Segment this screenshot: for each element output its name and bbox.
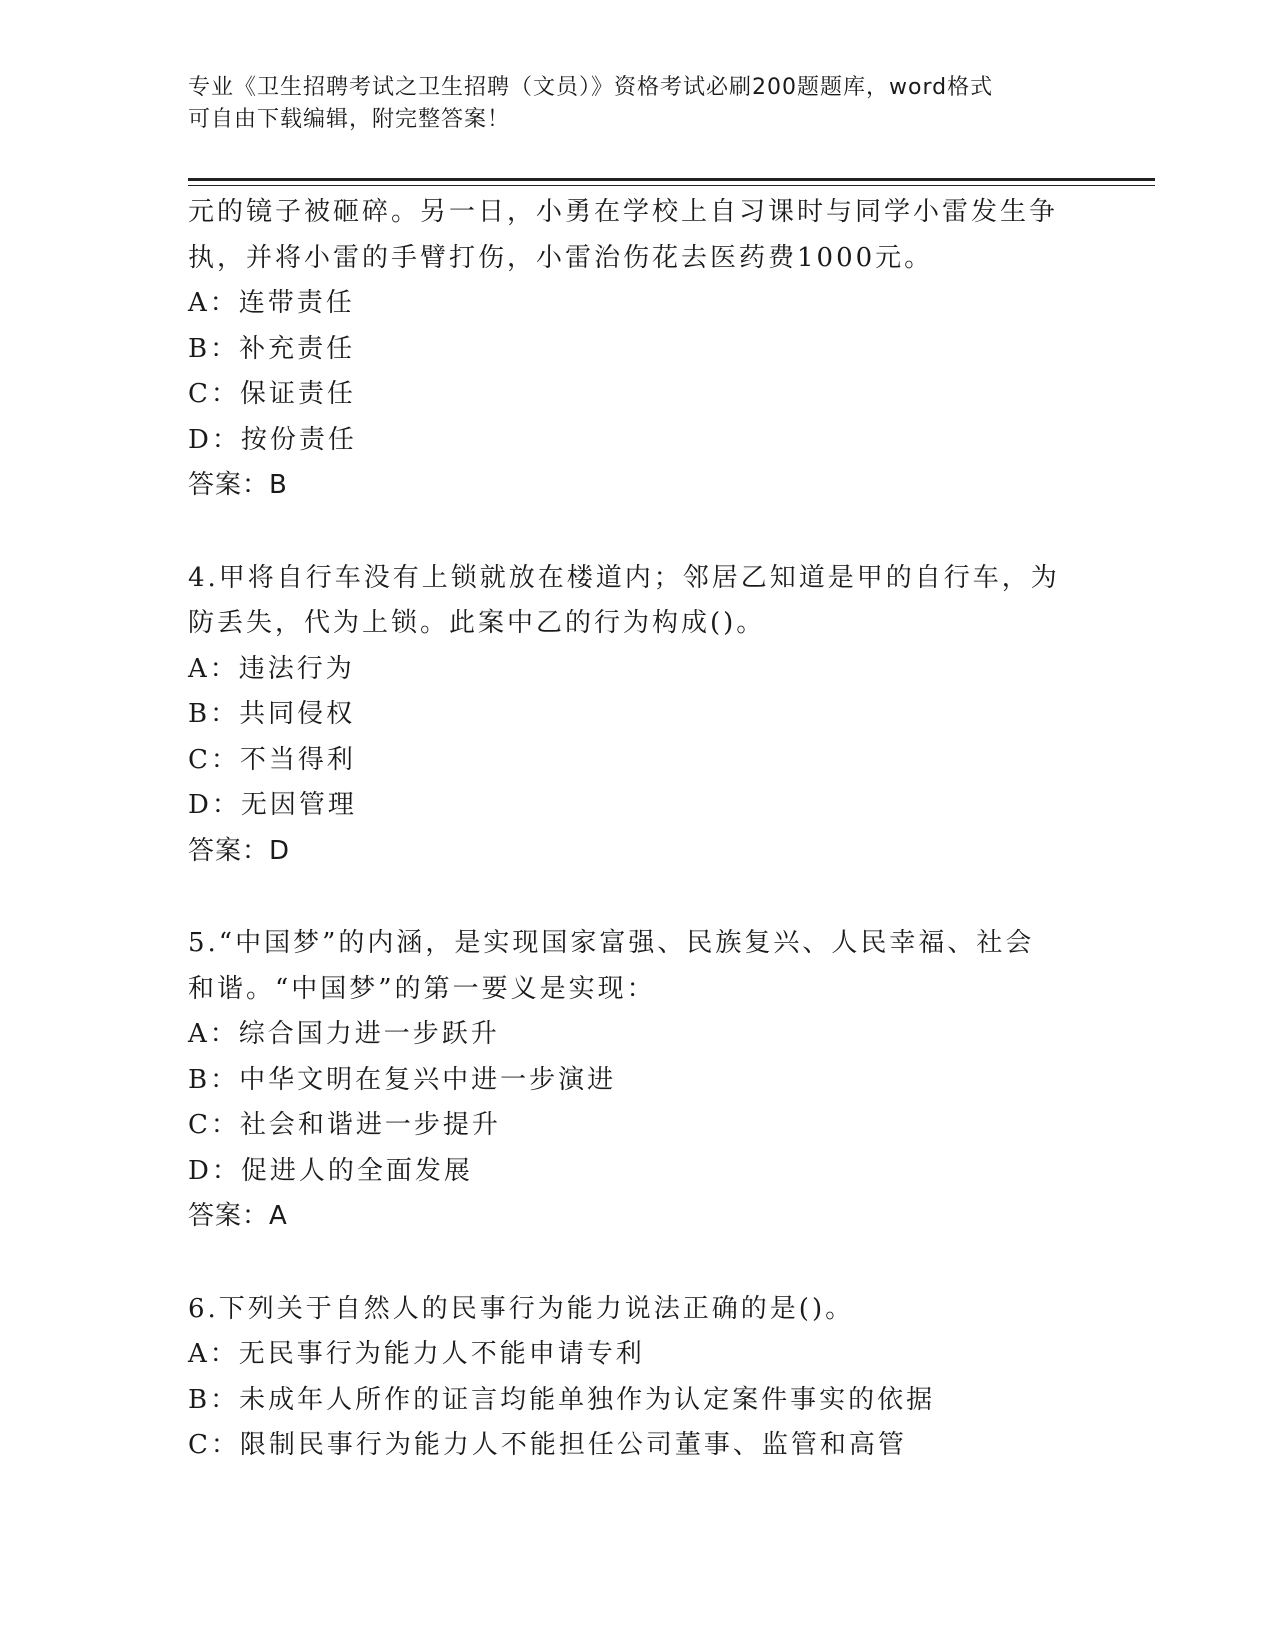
header-title-line-2: 可自由下载编辑，附完整答案！ [188,107,511,132]
question-6 [188,1287,1088,1469]
option-b: B：未成年人所作的证言均能单独作为认定案件事实的依据 [188,1384,936,1415]
option-d: D：促进人的全面发展 [188,1155,473,1186]
question-text-line: 6.下列关于自然人的民事行为能力说法正确的是()。 [188,1293,855,1324]
question-3 [188,190,1088,509]
question-text-line: 执，并将小雷的手臂打伤，小雷治伤花去医药费1000元。 [188,242,934,273]
option-a: A：无民事行为能力人不能申请专利 [188,1339,645,1369]
option-b: B：补充责任 [188,333,356,364]
header-title-line-1: 专业《卫生招聘考试之卫生招聘（文员）》资格考试必刷200题题库，word格式 [188,75,994,100]
option-c: C：限制民事行为能力人不能担任公司董事、监管和高管 [188,1430,907,1460]
answer-label: 答案：D [188,835,291,866]
question-4 [188,556,1088,875]
question-spacer [188,1240,1088,1287]
answer-label: 答案：B [188,470,288,500]
option-a: A：综合国力进一步跃升 [188,1019,500,1049]
option-c: C：不当得利 [188,744,356,775]
question-text-line: 4.甲将自行车没有上锁就放在楼道内；邻居乙知道是甲的自行车，为 [188,562,1060,593]
option-a: A：违法行为 [188,653,355,684]
header-divider-thick [188,178,1155,181]
header-divider-thin [188,185,1155,186]
question-text-line: 防丢失，代为上锁。此案中乙的行为构成()。 [188,608,766,638]
question-list [188,190,1088,1469]
question-5 [188,921,1088,1240]
question-text-line: 元的镜子被砸碎。另一日，小勇在学校上自习课时与同学小雷发生争 [188,197,1059,227]
document-header [188,72,1068,136]
question-spacer [188,874,1088,921]
question-spacer [188,509,1088,556]
option-d: D：无因管理 [188,790,357,820]
question-text-line: 5.“中国梦”的内涵，是实现国家富强、民族复兴、人民幸福、社会 [188,928,1035,958]
option-a: A：连带责任 [188,288,355,318]
option-c: C：社会和谐进一步提升 [188,1110,501,1140]
option-c: C：保证责任 [188,379,356,409]
answer-label: 答案：A [188,1201,288,1231]
question-text-line: 和谐。“中国梦”的第一要义是实现： [188,973,656,1004]
option-d: D：按份责任 [188,424,357,455]
option-b: B：共同侵权 [188,699,356,729]
option-b: B：中华文明在复兴中进一步演进 [188,1064,617,1095]
